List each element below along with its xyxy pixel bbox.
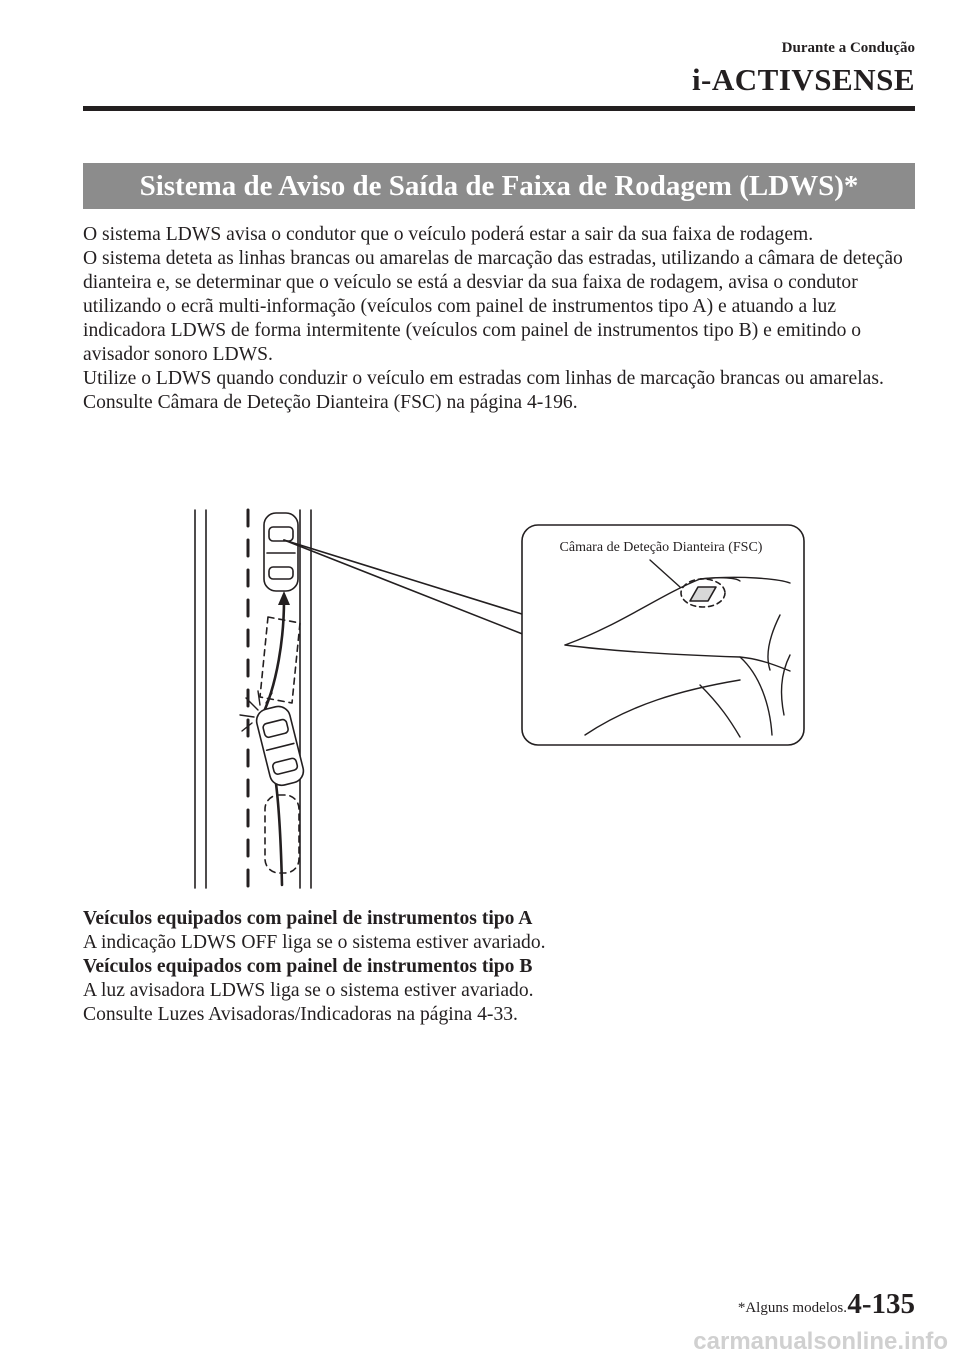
watermark: carmanualsonline.info — [693, 1328, 948, 1355]
running-header-section: Durante a Condução — [781, 40, 915, 56]
camera-callout-label: Câmara de Deteção Dianteira (FSC) — [559, 540, 763, 555]
notes-section — [83, 907, 918, 1027]
intro-paragraph: O sistema LDWS avisa o condutor que o veículo poderá estar a sair da sua faixa de rodagem. — [83, 224, 814, 245]
intro-text — [83, 223, 918, 415]
footer-note: *Alguns modelos. — [737, 1300, 847, 1316]
header-rule — [83, 106, 915, 111]
intro-paragraph: Consulte Câmara de Deteção Dianteira (FSC) na página 4-196. — [83, 392, 578, 413]
type-a-heading: Veículos equipados com painel de instrumentos tipo A — [83, 908, 533, 929]
type-b-heading: Veículos equipados com painel de instrumentos tipo B — [83, 956, 533, 977]
reference-text: Consulte Luzes Avisadoras/Indicadoras na página 4-33. — [83, 1004, 518, 1025]
type-b-text: A luz avisadora LDWS liga se o sistema estiver avariado. — [83, 980, 534, 1001]
ldws-illustration — [180, 505, 820, 890]
pointer-line — [284, 540, 525, 615]
page-number: 4-135 — [847, 1288, 915, 1320]
trajectory-arrowhead — [278, 591, 290, 605]
vehicle-drifting — [254, 704, 306, 788]
pointer-line — [284, 540, 525, 635]
vehicle-top — [264, 513, 298, 591]
intro-paragraph: Utilize o LDWS quando conduzir o veículo em estradas com linhas de marcação brancas ou amarelas. — [83, 368, 884, 389]
running-header-title: i-ACTIVSENSE — [691, 62, 915, 97]
section-banner: Sistema de Aviso de Saída de Faixa de Rodagem (LDWS)* — [83, 163, 915, 209]
intro-paragraph: O sistema deteta as linhas brancas ou amarelas de marcação das estradas, utilizando a câmara de deteção dianteira e, se determinar que o veículo se está a desviar da sua faixa de rodagem, avisa o condutor utilizando o ecrã multi-informação (veículos com painel de instrumentos tipo A) e atuando a luz indicadora LDWS de forma intermitente (veículos com painel de instrumentos tipo B) e emitindo o avisador sonoro LDWS. — [83, 248, 903, 365]
camera-callout-box — [522, 525, 804, 745]
type-a-text: A indicação LDWS OFF liga se o sistema estiver avariado. — [83, 932, 546, 953]
